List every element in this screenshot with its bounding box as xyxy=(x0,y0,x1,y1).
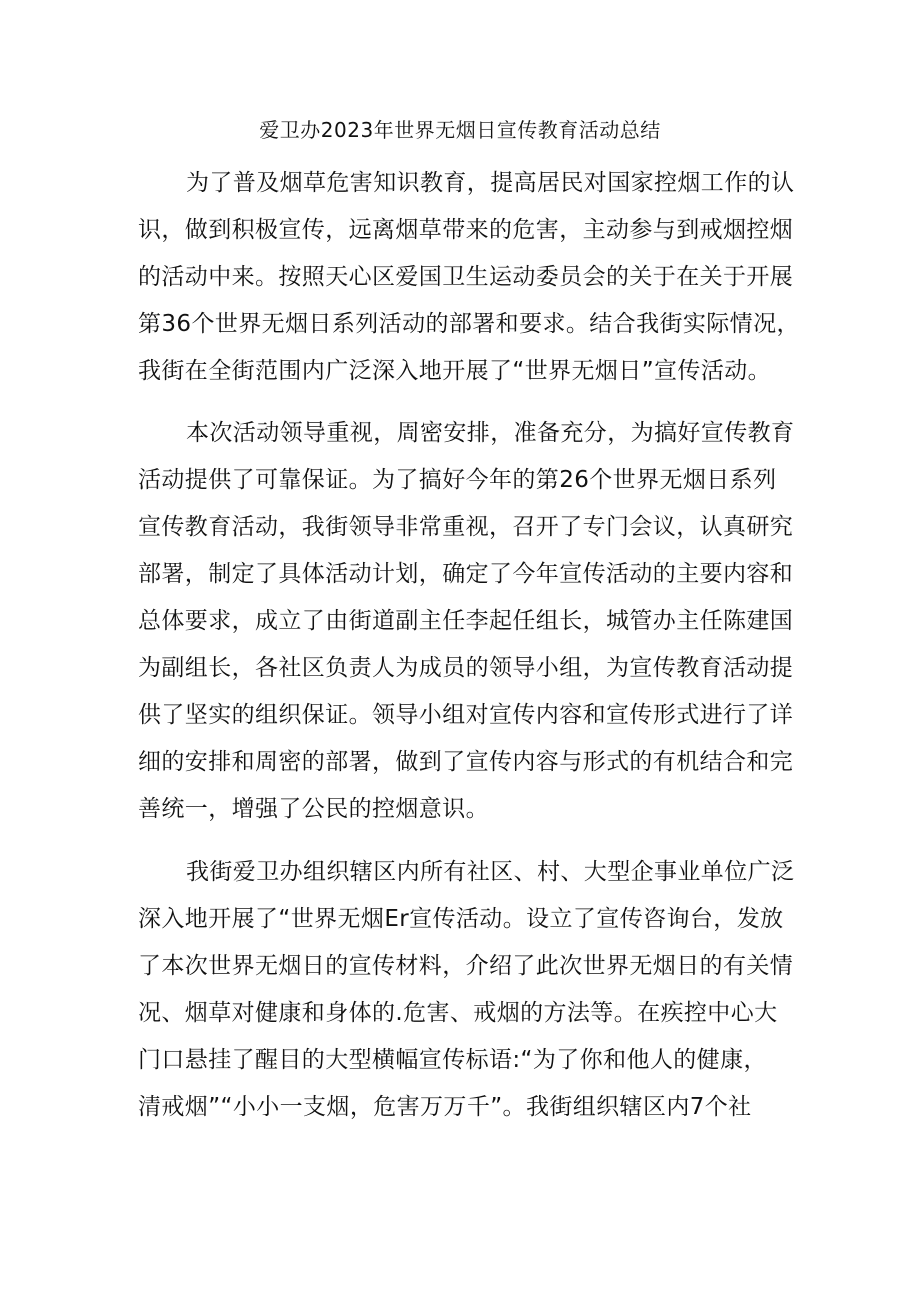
paragraph-line: 门口悬挂了醒目的大型横幅宣传标语:“为了你和他人的健康， xyxy=(138,1047,767,1073)
paragraph-line: 本次活动领导重视，周密安排，准备充分，为搞好宣传教育 xyxy=(186,420,795,446)
paragraph-line: 了本次世界无烟日的宣传材料，介绍了此次世界无烟日的有关情 xyxy=(138,953,794,979)
paragraph-line: 第36个世界无烟日系列活动的部署和要求。结合我街实际情况， xyxy=(138,311,800,337)
paragraph-line: 宣传教育活动，我街领导非常重视，召开了专门会议，认真研究 xyxy=(138,514,794,540)
paragraph-line: 况、烟草对健康和身体的.危害、戒烟的方法等。在疾控中心大 xyxy=(138,1000,778,1026)
paragraph-line: 部署，制定了具体活动计划，确定了今年宣传活动的主要内容和 xyxy=(138,561,794,587)
paragraph-line: 善统一，增强了公民的控烟意识。 xyxy=(138,796,489,822)
paragraph-line: 为副组长，各社区负责人为成员的领导小组，为宣传教育活动提 xyxy=(138,655,794,681)
paragraph-line: 总体要求，成立了由街道副主任李起任组长，城管办主任陈建国 xyxy=(138,608,794,634)
paragraph-line: 深入地开展了“世界无烟Er宣传活动。设立了宣传咨询台，发放 xyxy=(138,906,784,932)
paragraph-line: 我街爱卫办组织辖区内所有社区、村、大型企事业单位广泛 xyxy=(186,859,795,885)
paragraph-line: 我街在全街范围内广泛深入地开展了“世界无烟日”宣传活动。 xyxy=(138,358,772,384)
paragraph-line: 细的安排和周密的部署，做到了宣传内容与形式的有机结合和完 xyxy=(138,749,794,775)
paragraph-line: 活动提供了可靠保证。为了搞好今年的第26个世界无烟日系列 xyxy=(138,467,777,493)
paragraph-line: 为了普及烟草危害知识教育，提高居民对国家控烟工作的认 xyxy=(186,170,795,196)
document-title: 爱卫办2023年世界无烟日宣传教育活动总结 xyxy=(259,118,661,142)
paragraph-line: 识，做到积极宣传，远离烟草带来的危害，主动参与到戒烟控烟 xyxy=(138,217,794,243)
paragraph-line: 清戒烟”“小小一支烟，危害万万千”。我街组织辖区内7个社 xyxy=(138,1094,752,1120)
paragraph-line: 供了坚实的组织保证。领导小组对宣传内容和宣传形式进行了详 xyxy=(138,702,794,728)
paragraph-line: 的活动中来。按照天心区爱国卫生运动委员会的关于在关于开展 xyxy=(138,264,794,290)
